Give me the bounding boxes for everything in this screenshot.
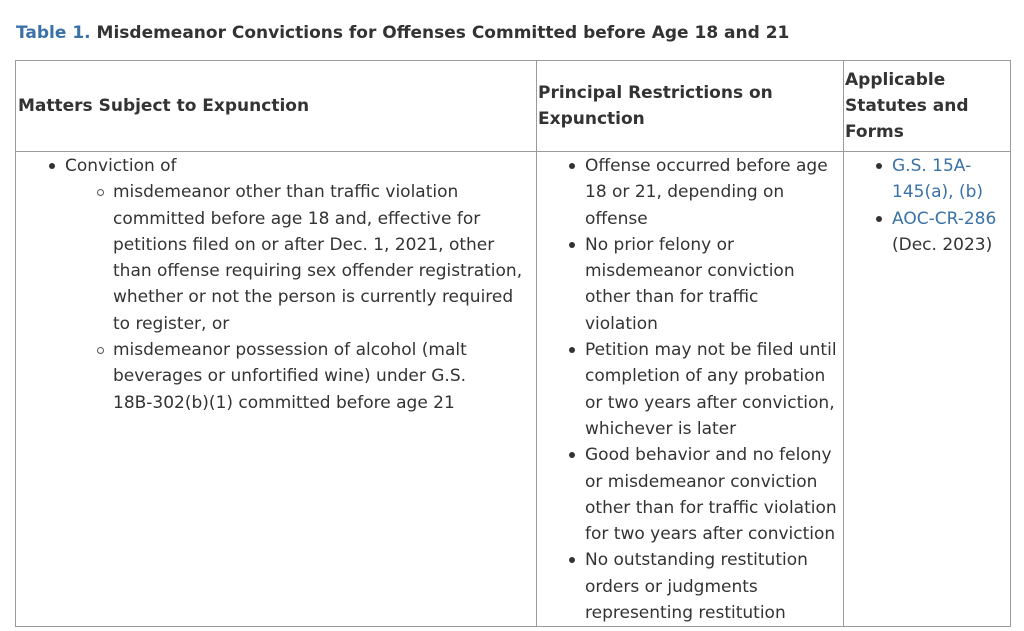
restriction-2: No prior felony or misdemeanor conviction other than for traffic violation xyxy=(585,234,795,334)
list-item xyxy=(844,153,1010,206)
header-statutes xyxy=(844,61,1011,152)
cell-matters xyxy=(16,152,537,627)
restrictions-list xyxy=(537,153,843,626)
table-caption xyxy=(16,23,789,43)
form-link[interactable]: AOC-CR-286 xyxy=(892,208,997,229)
matters-list xyxy=(16,153,536,416)
list-item xyxy=(844,206,1010,259)
restriction-5: No outstanding restitution orders or judgments representing restitution xyxy=(585,550,808,624)
list-item xyxy=(537,337,843,442)
matters-subitem-2: misdemeanor possession of alcohol (malt beverages or unfortified wine) under G.S. 18B-302(b)(1) committed before age 21 xyxy=(113,340,467,413)
expunction-table xyxy=(15,60,1011,627)
list-item xyxy=(537,232,843,337)
list-item xyxy=(537,153,843,232)
header-matters-text: Matters Subject to Expunction xyxy=(18,95,310,116)
restriction-3: Petition may not be filed until completion of any probation or two years after conviction, whichever is later xyxy=(585,340,837,439)
form-date: (Dec. 2023) xyxy=(892,234,993,255)
list-item xyxy=(16,153,536,416)
list-item xyxy=(537,442,843,547)
restriction-4: Good behavior and no felony or misdemeanor conviction other than for traffic violation for two years after conviction xyxy=(585,445,837,545)
list-item xyxy=(65,337,530,416)
cell-statutes xyxy=(844,152,1011,627)
list-item xyxy=(537,547,843,626)
matters-sublist xyxy=(65,179,536,416)
table-caption-label: Table 1. xyxy=(16,23,91,43)
table-header-row xyxy=(16,61,1011,152)
header-restrictions-text: Principal Restrictions on Expunction xyxy=(538,82,773,129)
header-matters xyxy=(16,61,537,152)
table-caption-title: Misdemeanor Convictions for Offenses Committed before Age 18 and 21 xyxy=(96,23,790,43)
list-item xyxy=(65,179,530,337)
statute-link[interactable]: G.S. 15A-145(a), (b) xyxy=(892,156,983,203)
statutes-list xyxy=(844,153,1010,258)
header-restrictions xyxy=(537,61,844,152)
header-statutes-text: Applicable Statutes and Forms xyxy=(845,69,969,143)
table-row xyxy=(16,152,1011,627)
matters-item-text: Conviction of xyxy=(65,156,177,176)
cell-restrictions xyxy=(537,152,844,627)
matters-subitem-1: misdemeanor other than traffic violation committed before age 18 and, effective for petitions filed on or after Dec. 1, 2021, other than offense requiring sex offender registration, whether or not the person is currently required to register, or xyxy=(113,182,523,334)
restriction-1: Offense occurred before age 18 or 21, depending on offense xyxy=(585,156,828,229)
